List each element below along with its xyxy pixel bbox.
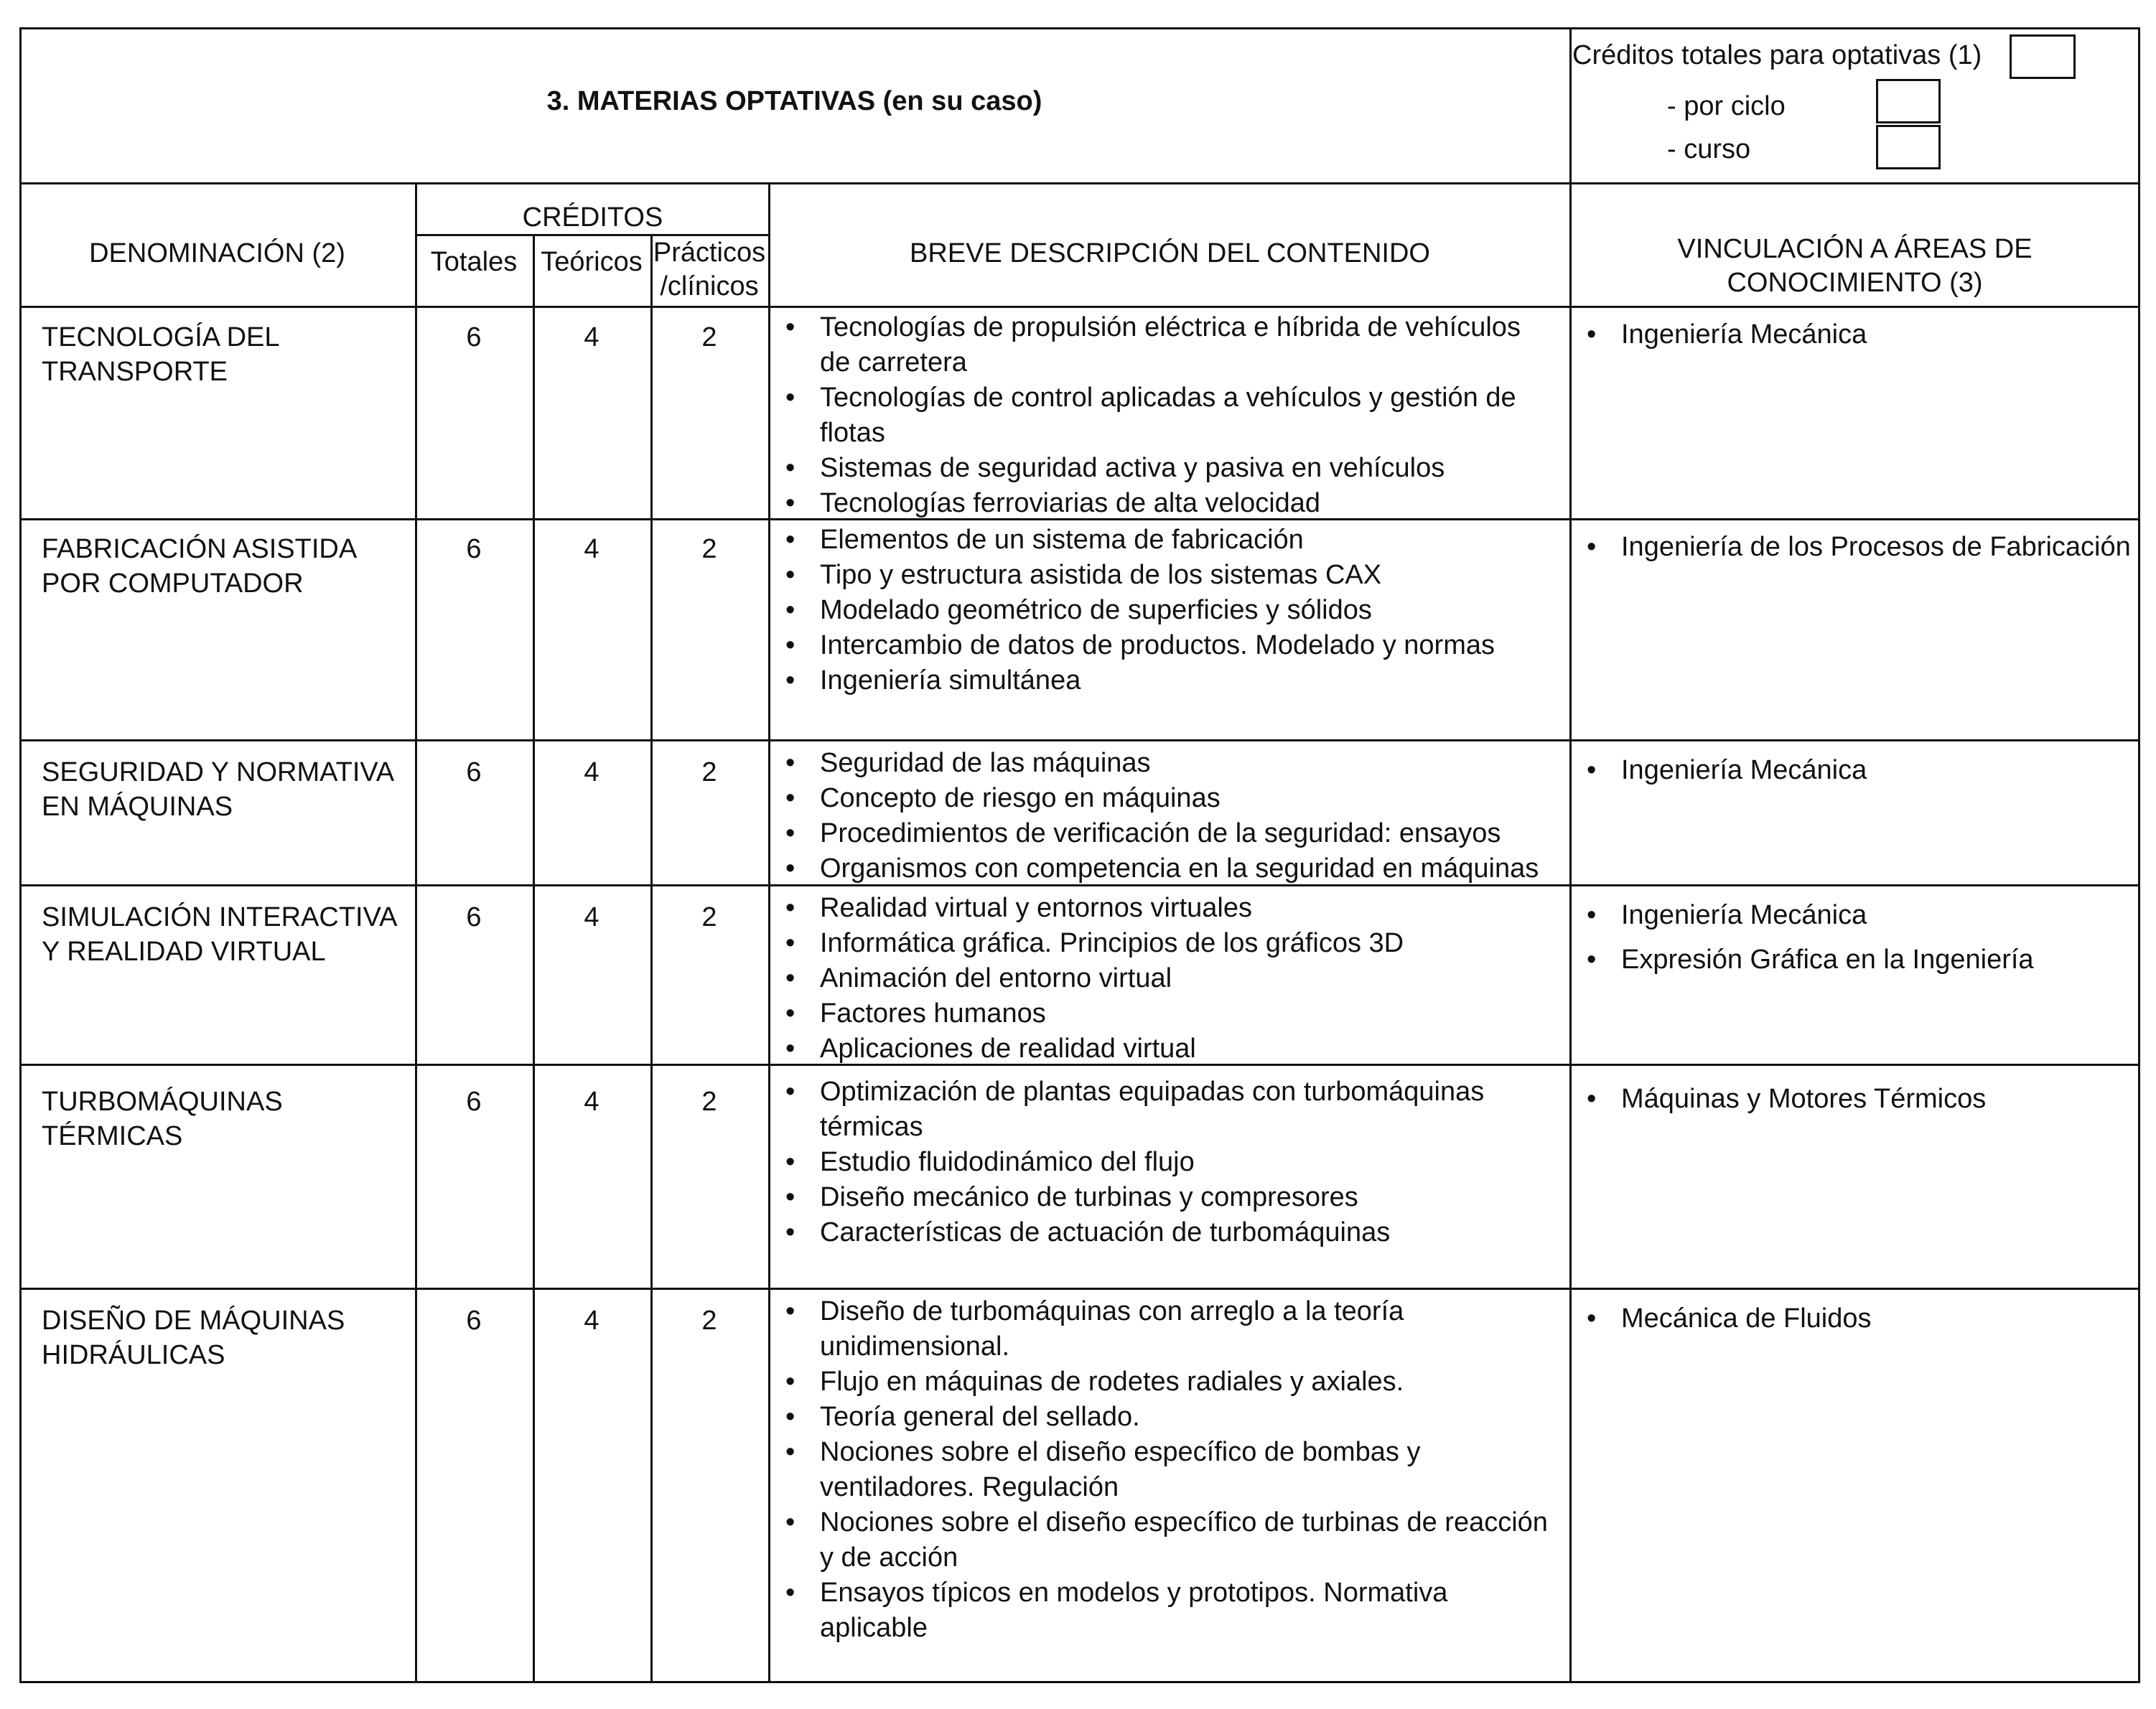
list-item: • Factores humanos xyxy=(781,996,1549,1031)
content-list xyxy=(781,746,1549,886)
bullet-icon: • xyxy=(1587,945,1597,975)
column-header-bottom-border xyxy=(19,306,2140,308)
header-bottom-border xyxy=(19,182,2140,184)
list-item: • Ingeniería Mecánica xyxy=(1582,898,2142,933)
row-2-bottom-border xyxy=(19,739,2140,741)
denominacion-divider xyxy=(415,182,417,1683)
list-item: • Diseño de turbomáquinas con arreglo a la teoría unidimensional. xyxy=(781,1294,1549,1364)
row-practicos: 2 xyxy=(701,1087,717,1117)
row-name-line2: TRANSPORTE xyxy=(42,357,228,387)
row-practicos: 2 xyxy=(701,757,717,787)
content-list xyxy=(781,891,1549,1067)
bullet-icon: • xyxy=(1587,532,1597,562)
row-practicos: 2 xyxy=(701,534,717,564)
practicos-header-line2: /clínicos xyxy=(660,271,759,301)
por-ciclo-label: - por ciclo xyxy=(1667,91,1786,121)
list-item: • Tecnologías ferroviarias de alta velocidad xyxy=(781,486,1549,521)
areas-list xyxy=(1582,530,2142,565)
row-totales: 6 xyxy=(466,1306,482,1336)
row-5-bottom-border xyxy=(19,1288,2140,1290)
curso-label: - curso xyxy=(1667,134,1751,164)
table-top-border xyxy=(19,27,2140,29)
descripcion-divider xyxy=(1569,182,1572,1683)
teoricos-divider xyxy=(650,234,653,1683)
row-practicos: 2 xyxy=(701,1306,717,1336)
table-right-border xyxy=(2138,27,2140,1683)
bullet-icon: • xyxy=(785,1217,795,1247)
areas-list xyxy=(1582,753,2142,788)
areas-list xyxy=(1582,1082,2142,1117)
list-item: • Procedimientos de verificación de la seguridad: ensayos xyxy=(781,816,1549,851)
bullet-icon: • xyxy=(785,1402,795,1432)
curso-box[interactable] xyxy=(1876,125,1941,169)
row-teoricos: 4 xyxy=(584,1306,599,1336)
bullet-icon: • xyxy=(785,998,795,1029)
list-item: • Ingeniería simultánea xyxy=(781,663,1549,698)
practicos-divider xyxy=(768,182,770,1683)
list-item: • Flujo en máquinas de rodetes radiales y axiales. xyxy=(781,1364,1549,1400)
row-name-line2: TÉRMICAS xyxy=(42,1121,183,1151)
bullet-icon: • xyxy=(785,665,795,696)
list-item: • Ingeniería de los Procesos de Fabricación xyxy=(1582,530,2142,565)
bullet-icon: • xyxy=(785,963,795,993)
row-name-line2: POR COMPUTADOR xyxy=(42,568,304,599)
row-name-line2: Y REALIDAD VIRTUAL xyxy=(42,937,326,967)
bullet-icon: • xyxy=(785,1034,795,1064)
list-item: • Aplicaciones de realidad virtual xyxy=(781,1031,1549,1067)
list-item: • Seguridad de las máquinas xyxy=(781,746,1549,781)
creditos-totales-box[interactable] xyxy=(2010,34,2076,79)
row-totales: 6 xyxy=(466,1087,482,1117)
vinculacion-header-line2: CONOCIMIENTO (3) xyxy=(1727,268,1983,298)
row-name-line1: SEGURIDAD Y NORMATIVA xyxy=(42,757,395,787)
teoricos-header: Teóricos xyxy=(541,247,643,277)
list-item: • Diseño mecánico de turbinas y compresores xyxy=(781,1180,1549,1215)
bullet-icon: • xyxy=(785,1437,795,1467)
row-teoricos: 4 xyxy=(584,902,599,932)
list-item: • Optimización de plantas equipadas con turbomáquinas térmicas xyxy=(781,1074,1549,1145)
list-item: • Expresión Gráfica en la Ingeniería xyxy=(1582,942,2142,978)
list-item: • Mecánica de Fluidos xyxy=(1582,1301,2142,1336)
list-item: • Estudio fluidodinámico del flujo xyxy=(781,1145,1549,1180)
list-item: • Intercambio de datos de productos. Modelado y normas xyxy=(781,628,1549,663)
bullet-icon: • xyxy=(785,853,795,884)
row-practicos: 2 xyxy=(701,902,717,932)
bullet-icon: • xyxy=(785,818,795,848)
bullet-icon: • xyxy=(1587,1303,1597,1334)
bullet-icon: • xyxy=(785,595,795,625)
descripcion-header: BREVE DESCRIPCIÓN DEL CONTENIDO xyxy=(910,238,1430,268)
list-item: • Ingeniería Mecánica xyxy=(1582,753,2142,788)
denominacion-header: DENOMINACIÓN (2) xyxy=(89,238,345,268)
row-totales: 6 xyxy=(466,534,482,564)
bullet-icon: • xyxy=(1587,755,1597,785)
vinculacion-header-line1: VINCULACIÓN A ÁREAS DE xyxy=(1677,234,2033,264)
areas-list xyxy=(1582,317,2142,352)
list-item: • Tecnologías de control aplicadas a vehículos y gestión de flotas xyxy=(781,380,1549,451)
bullet-icon: • xyxy=(1587,1084,1597,1114)
bullet-icon: • xyxy=(785,1182,795,1212)
bullet-icon: • xyxy=(785,1578,795,1608)
list-item: • Sistemas de seguridad activa y pasiva en vehículos xyxy=(781,451,1549,486)
list-item: • Nociones sobre el diseño específico de bombas y ventiladores. Regulación xyxy=(781,1435,1549,1505)
bullet-icon: • xyxy=(1587,900,1597,930)
list-item: • Animación del entorno virtual xyxy=(781,961,1549,996)
bullet-icon: • xyxy=(1587,319,1597,350)
list-item: • Elementos de un sistema de fabricación xyxy=(781,523,1549,558)
row-totales: 6 xyxy=(466,902,482,932)
table-left-border xyxy=(19,27,22,1683)
table-bottom-border xyxy=(19,1681,2140,1683)
row-teoricos: 4 xyxy=(584,757,599,787)
bullet-icon: • xyxy=(785,1077,795,1107)
bullet-icon: • xyxy=(785,560,795,590)
list-item: • Modelado geométrico de superficies y sólidos xyxy=(781,593,1549,628)
creditos-header: CRÉDITOS xyxy=(522,202,663,233)
header-divider xyxy=(1569,27,1572,182)
content-list xyxy=(781,310,1549,521)
list-item: • Teoría general del sellado. xyxy=(781,1400,1549,1435)
list-item: • Informática gráfica. Principios de los gráficos 3D xyxy=(781,926,1549,961)
bullet-icon: • xyxy=(785,630,795,660)
content-list xyxy=(781,523,1549,698)
content-list xyxy=(781,1294,1549,1646)
bullet-icon: • xyxy=(785,928,795,958)
bullet-icon: • xyxy=(785,488,795,518)
bullet-icon: • xyxy=(785,453,795,483)
bullet-icon: • xyxy=(785,383,795,413)
row-teoricos: 4 xyxy=(584,322,599,352)
row-practicos: 2 xyxy=(701,322,717,352)
bullet-icon: • xyxy=(785,525,795,555)
list-item: • Ingeniería Mecánica xyxy=(1582,317,2142,352)
bullet-icon: • xyxy=(785,1507,795,1537)
row-totales: 6 xyxy=(466,757,482,787)
row-name-line1: DISEÑO DE MÁQUINAS xyxy=(42,1306,345,1336)
totales-divider xyxy=(533,234,535,1683)
row-name-line1: SIMULACIÓN INTERACTIVA xyxy=(42,902,398,932)
content-list xyxy=(781,1074,1549,1250)
list-item: • Realidad virtual y entornos virtuales xyxy=(781,891,1549,926)
section-title: 3. MATERIAS OPTATIVAS (en su caso) xyxy=(546,86,1042,116)
bullet-icon: • xyxy=(785,1296,795,1326)
list-item: • Concepto de riesgo en máquinas xyxy=(781,781,1549,816)
list-item: • Ensayos típicos en modelos y prototipos. Normativa aplicable xyxy=(781,1575,1549,1646)
bullet-icon: • xyxy=(785,312,795,342)
list-item: • Organismos con competencia en la seguridad en máquinas xyxy=(781,851,1549,886)
list-item: • Nociones sobre el diseño específico de turbinas de reacción y de acción xyxy=(781,1505,1549,1575)
row-teoricos: 4 xyxy=(584,534,599,564)
bullet-icon: • xyxy=(785,1367,795,1397)
row-name-line1: FABRICACIÓN ASISTIDA xyxy=(42,534,358,564)
row-name-line2: EN MÁQUINAS xyxy=(42,792,233,822)
row-name-line1: TURBOMÁQUINAS xyxy=(42,1087,283,1117)
areas-list xyxy=(1582,1301,2142,1336)
bullet-icon: • xyxy=(785,1147,795,1177)
row-name-line2: HIDRÁULICAS xyxy=(42,1340,225,1370)
row-totales: 6 xyxy=(466,322,482,352)
creditos-totales-label: Créditos totales para optativas (1) xyxy=(1572,40,1982,70)
row-teoricos: 4 xyxy=(584,1087,599,1117)
list-item: • Tecnologías de propulsión eléctrica e híbrida de vehículos de carretera xyxy=(781,310,1549,380)
totales-header: Totales xyxy=(430,247,518,277)
practicos-header-line1: Prácticos xyxy=(653,238,766,268)
list-item: • Máquinas y Motores Térmicos xyxy=(1582,1082,2142,1117)
por-ciclo-box[interactable] xyxy=(1876,79,1941,123)
list-item: • Características de actuación de turbomáquinas xyxy=(781,1215,1549,1250)
list-item: • Tipo y estructura asistida de los sistemas CAX xyxy=(781,558,1549,593)
bullet-icon: • xyxy=(785,783,795,813)
bullet-icon: • xyxy=(785,893,795,923)
areas-list xyxy=(1582,898,2142,978)
bullet-icon: • xyxy=(785,748,795,778)
row-name-line1: TECNOLOGÍA DEL xyxy=(42,322,280,352)
